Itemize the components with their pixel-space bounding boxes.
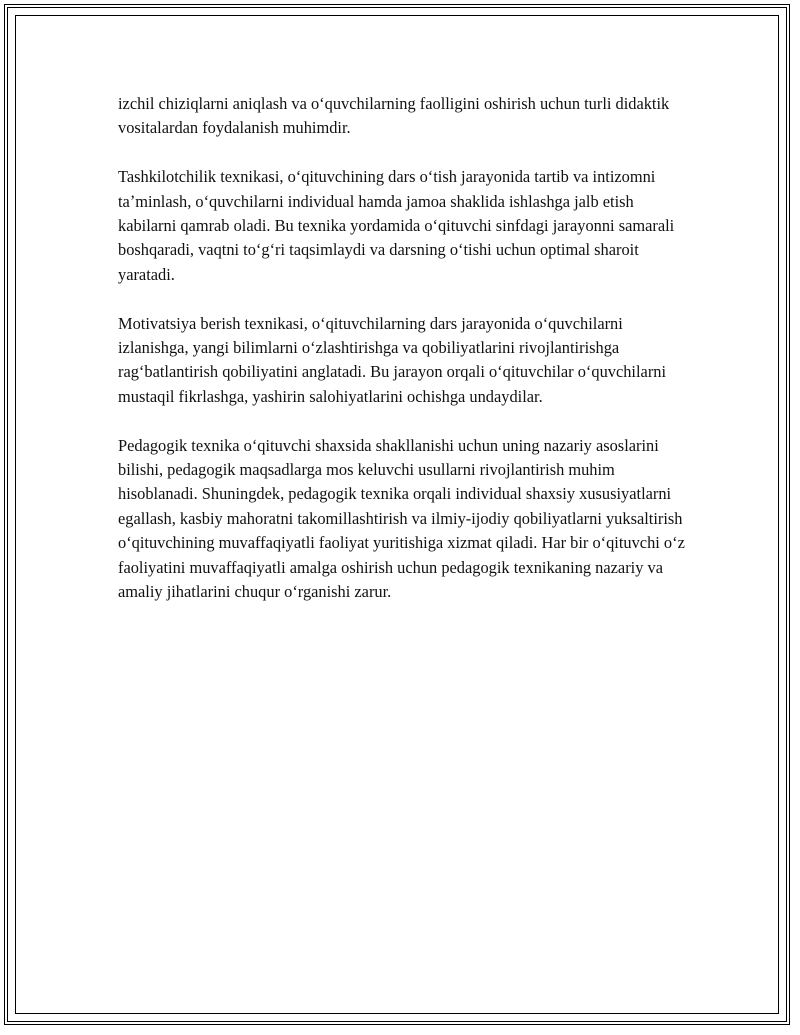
- paragraph-organizational-technique: Tashkilotchilik texnikasi, oʻqituvchining dars oʻtish jarayonida tartib va intizomni taʼminlash, oʻquvchilarni individual hamda jamoa shaklida ishlashga jalb etish kabilarni qamrab oladi. Bu texnika yordamida oʻqituvchi sinfdagi jarayonni samarali boshqaradi, vaqtni toʻgʻri taqsimlaydi va darsning oʻtishi uchun optimal sharoit yaratadi.: [118, 167, 675, 284]
- paragraph-pedagogical-technique: Pedagogik texnika oʻqituvchi shaxsida shakllanishi uchun uning nazariy asoslarini bilishi, pedagogik maqsadlarga mos keluvchi usullarni rivojlantirish muhim hisoblanadi. Shuningdek, pedagogik texnika orqali individual shaxsiy xususiyatlarni egallash, kasbiy mahoratni takomillashtirish va ilmiy-ijodiy qobiliyatlarni yuksaltirish oʻqituvchining muvaffaqiyatli faoliyat yuritishiga xizmat qiladi. Har bir oʻqituvchi oʻz faoliyatini muvaffaqiyatli amalga oshirish uchun pedagogik texnikaning nazariy va amaliy jihatlarini chuqur oʻrganishi zarur.: [118, 435, 685, 602]
- paragraph-continuation: izchil chiziqlarni aniqlash va oʻquvchilarning faolligini oshirish uchun turli didaktik vositalardan foydalanish muhimdir.: [118, 94, 670, 138]
- paragraph-motivation-technique: Motivatsiya berish texnikasi, oʻqituvchilarning dars jarayonida oʻquvchilarni izlanishga, yangi bilimlarni oʻzlashtirishga va qobiliyatlarini rivojlantirishga ragʻbatlantirish qobiliyatini anglatadi. Bu jarayon orqali oʻqituvchilar oʻquvchilarni mustaqil fikrlashga, yashirin salohiyatlarini ochishga undaydilar.: [118, 313, 667, 406]
- document-body: [118, 92, 690, 629]
